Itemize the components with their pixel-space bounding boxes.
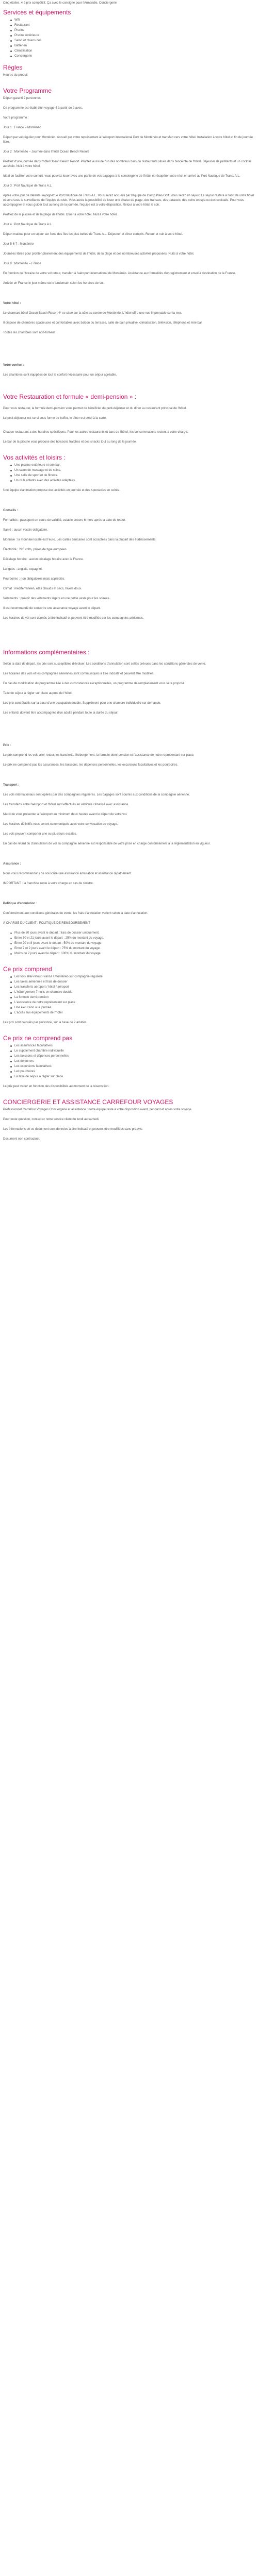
cancel-item: Entre 7 et 2 jours avant le départ : 75% du montant du voyage. xyxy=(14,946,254,951)
important-text: Selon la date de départ, les prix sont susceptibles d'évoluer. Les conditions d'annulation sont celles prévues dans les conditions générales de vente. xyxy=(3,663,206,666)
activity-item: Une piscine extérieure et son bar. xyxy=(14,463,254,468)
program-line: Ce programme est établi d'un voyage 4 à partir de 2 avec. xyxy=(3,107,83,110)
included-title: Ce prix comprend xyxy=(3,965,52,973)
excluded-title: Ce prix ne comprend pas xyxy=(3,1035,73,1042)
practical-text: Santé : aucun vaccin obligatoire. xyxy=(3,529,48,532)
hotel-text: Toutes les chambres sont non-fumeur. xyxy=(3,331,56,334)
intro-text xyxy=(3,1,254,6)
practical-text: Vêtements : prévoir des vêtements légers et une petite veste pour les soirées. xyxy=(3,597,110,600)
included-item: Les taxes aériennes et frais de dossier xyxy=(14,980,254,985)
cancel-item: Moins de 2 jours avant le départ : 100% du montant du voyage. xyxy=(14,952,254,956)
service-item: Restaurant xyxy=(14,23,254,28)
service-item: Salon et chiens des xyxy=(14,39,254,43)
cancel-item: Entre 20 et 8 jours avant le départ : 50% du montant du voyage. xyxy=(14,941,254,946)
comfort-text: Les chambres sont équipées de tout le confort nécessaire pour un séjour agréable. xyxy=(3,374,117,377)
practical-text: Climat : méditerranéen, étés chauds et secs, hivers doux. xyxy=(3,587,82,590)
practical-text: Langues : anglais, espagnol. xyxy=(3,568,43,571)
hotel-text: Il dispose de chambres spacieuses et confortables avec balcon ou terrasse, salle de bain privative, climatisation, télévision, téléphone et mini-bar. xyxy=(3,321,203,325)
restauration-title: Votre Restauration et formule « demi-pension » : xyxy=(3,393,137,400)
important-title: Informations complémentaires : xyxy=(3,649,90,656)
conditions-text: Les informations de ce document sont données à titre indicatif et peuvent être modifiées sans préavis. xyxy=(3,1128,143,1131)
excluded-item: Les pourboires xyxy=(14,1070,254,1074)
activity-item: Un salon de massage et de soins. xyxy=(14,468,254,473)
program-day: Jour 1 : France – Monténéo xyxy=(3,126,41,129)
conditions-text: Professionnel Carrefour Voyages Conciergerie et assistance : notre équipe reste à votre disposition avant, pendant et après votre voyage. xyxy=(3,1108,192,1111)
program-day-text: Profitez d'une journée dans l'hôtel Ocean Beach Resort. Profitez aussi de l'un des nombreux bars ou restaurants situés dans l'enceinte de l'hôtel. Déjeuner de pétillants et un cocktail au choix. Nuit à votre hôtel. xyxy=(3,160,252,168)
transport-title: Transport : xyxy=(3,784,20,787)
cancel-text: Conformément aux conditions générales de vente, les frais d'annulation varient selon la date d'annulation. xyxy=(3,912,149,915)
program-day-text: En fonction de l'horaire de votre vol retour, transfert à l'aéroport international de Monténéo. Assistance aux formalités d'enregistrement et envol à destination de la France. xyxy=(3,272,236,275)
cancel-title: Politique d'annulation : xyxy=(3,902,38,905)
transport-text: Les vols internationaux sont opérés par des compagnies régulières. Les bagages sont soumis aux conditions de la compagnie aérienne. xyxy=(3,793,190,796)
important-text: Taxe de séjour à régler sur place auprès de l'hôtel. xyxy=(3,692,73,695)
activity-item: Une salle de sport et de fitness. xyxy=(14,473,254,478)
conditions-text: Document non contractuel. xyxy=(3,1138,40,1141)
practical-title: Conseils : xyxy=(3,509,18,512)
excluded-item: La taxe de séjour à régler sur place xyxy=(14,1075,254,1079)
service-item: Wifi xyxy=(14,18,254,23)
cancel-list xyxy=(3,931,254,956)
excluded-item: Les assurances facultatives xyxy=(14,1044,254,1048)
document-page xyxy=(0,0,258,1142)
included-item: Les transferts aéroport / hôtel / aéroport xyxy=(14,985,254,990)
restauration-text: Le bar de la piscine vous propose des boissons fraîches et des snacks tout au long de la journée. xyxy=(3,440,137,444)
activities-text: Une équipe d'animation propose des activités en journée et des spectacles en soirée. xyxy=(3,489,120,492)
program-day-text: Arrivée en France le jour même ou le lendemain selon les horaires de vol. xyxy=(3,282,105,285)
practical-text: Décalage horaire : aucun décalage horaire avec la France. xyxy=(3,558,84,561)
program-day-text: Profitez de la piscine et de la plage de l'hôtel. Dîner à votre hôtel. Nuit à votre hôtel. xyxy=(3,213,118,216)
transport-text: Merci de vous présenter à l'aéroport au minimum deux heures avant le départ de votre vol. xyxy=(3,813,127,816)
rules-subtitle: Heures du produit xyxy=(3,74,28,77)
program-line: Départ garanti 2 personnes. xyxy=(3,97,42,100)
transport-text: Les transferts entre l'aéroport et l'hôtel sont effectués en véhicule climatisé avec assistance. xyxy=(3,803,129,806)
price-text: Le prix ne comprend pas les assurances, les boissons, les dépenses personnelles, les excursions facultatives et les pourboires. xyxy=(3,764,179,767)
excluded-list xyxy=(3,1044,254,1079)
included-text: Les prix sont calculés par personne, sur la base de 2 adultes. xyxy=(3,1021,88,1024)
included-item: La formule demi-pension xyxy=(14,995,254,1000)
included-list xyxy=(3,975,254,1015)
activities-list xyxy=(3,463,254,483)
practical-text: Pourboires : non obligatoires mais appréciés. xyxy=(3,578,66,581)
program-day: Jour 4 : Port Nautique de Trans A.L. xyxy=(3,223,53,226)
conditions-title: CONCIERGERIE ET ASSISTANCE CARREFOUR VOYAGES xyxy=(3,1098,173,1106)
service-item: Conciergerie xyxy=(14,54,254,59)
cancel-item: Entre 30 et 21 jours avant le départ : 25% du montant du voyage. xyxy=(14,936,254,941)
service-item: Piscine extérieure xyxy=(14,33,254,38)
services-list xyxy=(3,18,254,59)
services-title: Services et équipements xyxy=(3,9,71,16)
important-text: En cas de modification du programme liée à des circonstances exceptionnelles, un programme de remplacement vous sera proposé. xyxy=(3,682,185,685)
included-item: Une excursion à la journée xyxy=(14,1006,254,1010)
restauration-text: Le petit-déjeuner est servi sous forme de buffet, le dîner est servi à la carte. xyxy=(3,417,107,420)
price-title: Prix : xyxy=(3,744,11,747)
service-item: Piscine xyxy=(14,28,254,33)
important-text: Les horaires des vols et les compagnies aériennes sont communiqués à titre indicatif et peuvent être modifiés. xyxy=(3,672,154,675)
practical-text: Monnaie : la monnaie locale est l'euro. Les cartes bancaires sont acceptées dans la plupart des établissements. xyxy=(3,538,156,541)
program-day: Jour 8 : Monténéo – France xyxy=(3,262,41,265)
restauration-text: Pour vous restaurer, la formule demi-pension vous permet de bénéficier du petit-déjeuner et du dîner au restaurant principal de l'hôtel. xyxy=(3,407,187,410)
program-day-text: Journées libres pour profiter pleinement des équipements de l'hôtel, de la plage et des nombreuses activités proposées. Nuits à votre hôtel. xyxy=(3,252,195,256)
rules-title: Règles xyxy=(3,64,23,71)
program-title: Votre Programme xyxy=(3,87,52,94)
restauration-text: Chaque restaurant a des horaires spécifiques. Pour les autres restaurants et bars de l'hôtel, les consommations restent à votre charge. xyxy=(3,431,188,434)
program-day-text: Après votre jour de détente, rejoignez le Port Nautique de Trans A.L. Vous serez accueilli par l'équipe de Camp Plan-Golf. Vous serez en séjour. Le séjour restera à l'abri de votre hôtel et sera sous la surveillance de l'équipe du club. Vous aurez la possibilité de louer une chaise de plage, des transats, des parasols, des soins en spa ou des cocktails. Pour vous accompagner et vous guider tout au long de la journée, l'équipe est à votre disposition. Retour à votre hôtel le soir. xyxy=(3,194,254,207)
comfort-title: Votre confort : xyxy=(3,364,24,367)
practical-text: Les horaires de vol sont donnés à titre indicatif et peuvent être modifiés par les compagnies aériennes. xyxy=(3,617,144,620)
program-day: Jour 5-6-7 : Monténéo xyxy=(3,243,34,246)
program-day-text: Départ matinal pour un séjour sur l'une des îles les plus belles de Trans A.L. Déjeuner et dîner compris. Retour et nuit à votre hôtel. xyxy=(3,233,183,236)
service-item: Batterien xyxy=(14,44,254,48)
program-day-text: Départ par vol régulier pour Monténéo. Accueil par votre représentant à l'aéroport international Port de Monténéo et transfert vers votre hôtel. Installation à votre hôtel et fin de journée libre. xyxy=(3,136,253,144)
program-day-text: Idéal de faciliter votre confort, vous pouvez louer avec une partie de vos bagages à la conciergerie de l'hôtel et récupérer votre récit en arrivé au Port Nautique de Trans. A.L. xyxy=(3,175,240,178)
price-text: Le prix comprend les vols aller-retour, les transferts, l'hébergement, la formule demi-pension et l'assistance de notre représentant sur place. xyxy=(3,754,195,757)
excluded-item: Les déjeuners xyxy=(14,1059,254,1064)
intro-line: Cinq étoiles, 4 à prix compétitif. Ça avec le consigné pour l'Armandie, Conciergerie xyxy=(3,2,117,5)
included-item: L'assistance de notre représentant sur place xyxy=(14,1001,254,1005)
cancel-line: À CHARGE DU CLIENT : POLITIQUE DE REMBOURSEMENT xyxy=(3,922,90,925)
hotel-text: Le charmant hôtel Ocean Beach Resort 4* se situe sur la côte au centre de Monténéo. L'hôtel offre une vue imprenable sur la mer. xyxy=(3,312,182,315)
insurance-text: IMPORTANT : la franchise reste à votre charge en cas de sinistre. xyxy=(3,882,94,885)
practical-text: Il est recommandé de souscrire une assurance voyage avant le départ. xyxy=(3,607,101,610)
practical-text: Électricité : 220 volts, prises de type européen. xyxy=(3,548,68,551)
program-line: Votre programme : xyxy=(3,116,29,120)
program-day: Jour 2 : Monténéo – Journée dans l'hôtel Ocean Beach Resort xyxy=(3,150,89,154)
cancel-item: Plus de 30 jours avant le départ : frais de dossier uniquement. xyxy=(14,931,254,936)
conditions-text: Pour toute question, contactez notre service client du lundi au samedi. xyxy=(3,1118,100,1121)
insurance-text: Nous vous recommandons de souscrire une assurance annulation et assistance rapatriement. xyxy=(3,872,132,875)
important-text: Les enfants doivent être accompagnés d'un adulte pendant toute la durée du séjour. xyxy=(3,711,119,715)
excluded-item: Les excursions facultatives xyxy=(14,1064,254,1069)
included-item: Les vols aller-retour France / Monténéo sur compagnie régulière xyxy=(14,975,254,979)
insurance-title: Assurance : xyxy=(3,862,21,866)
practical-text: Formalités : passeport en cours de validité, valable encore 6 mois après la date de retour. xyxy=(3,519,126,522)
included-item: L'accès aux équipements de l'hôtel xyxy=(14,1011,254,1015)
transport-text: Les vols peuvent comporter une ou plusieurs escales. xyxy=(3,833,77,836)
included-item: L'hébergement 7 nuits en chambre double xyxy=(14,990,254,995)
excluded-text: Le prix peut varier en fonction des disponibilités au moment de la réservation. xyxy=(3,1085,109,1088)
program-day: Jour 3 : Port Nautique de Trans A.L. xyxy=(3,184,53,188)
excluded-item: Les boissons et dépenses personnelles xyxy=(14,1054,254,1059)
excluded-item: Le supplément chambre individuelle xyxy=(14,1049,254,1054)
activities-title: Vos activités et loisirs : xyxy=(3,454,66,461)
hotel-title: Votre hôtel : xyxy=(3,302,21,305)
important-text: Les prix sont établis sur la base d'une occupation double. Supplément pour une chambre individuelle sur demande. xyxy=(3,702,162,705)
activity-item: Un club enfants avec des activités adaptées. xyxy=(14,479,254,483)
transport-text: En cas de retard ou d'annulation de vol, la compagnie aérienne est responsable de votre prise en charge conformément à la réglementation en vigueur. xyxy=(3,842,211,845)
transport-text: Les horaires définitifs vous seront communiqués avec votre convocation de voyage. xyxy=(3,823,118,826)
service-item: Climatisation xyxy=(14,49,254,54)
